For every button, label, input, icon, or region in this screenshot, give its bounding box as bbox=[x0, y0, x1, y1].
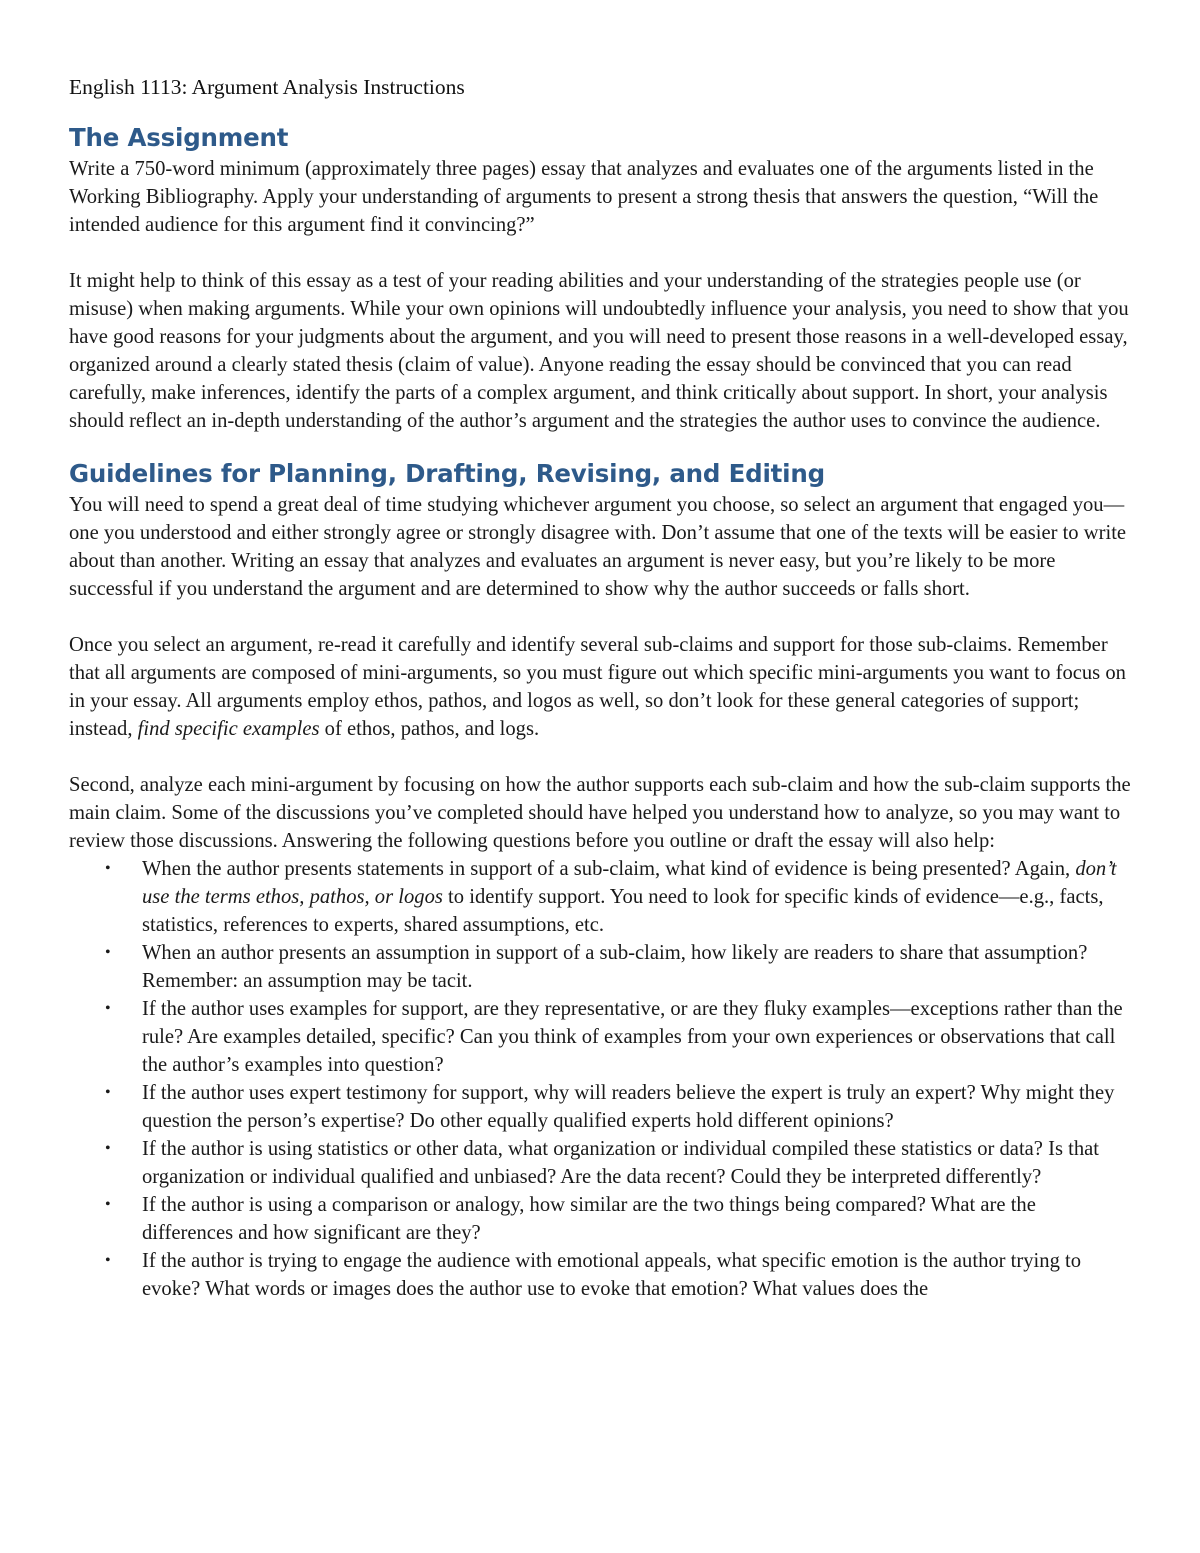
list-item bbox=[69, 855, 1132, 939]
list-item-emphasis: don’t use the terms ethos, pathos, or logos bbox=[142, 858, 1117, 908]
heading-guidelines: Guidelines for Planning, Drafting, Revising, and Editing bbox=[69, 459, 825, 488]
list-item bbox=[69, 1079, 1132, 1135]
guidelines-paragraph-2-text-end: of ethos, pathos, and logs. bbox=[319, 718, 540, 740]
bullet-icon: • bbox=[105, 1140, 111, 1157]
guidelines-paragraph-1: You will need to spend a great deal of time studying whichever argument you choose, so select an argument that engaged you—one you understood and either strongly agree or strongly disagree with. Don’t assume that one of the texts will be easier to write about than another. Writing an essay that analyzes and evaluates an argument is never easy, but you’re likely to be more successful if you understand the argument and are determined to show why the author succeeds or falls short. bbox=[69, 494, 1127, 600]
list-item-text: If the author uses expert testimony for support, why will readers believe the expert is truly an expert? Why might they question the person’s expertise? Do other equally qualified experts hold different opinions? bbox=[142, 1082, 1115, 1132]
bullet-icon: • bbox=[105, 860, 111, 877]
list-item bbox=[69, 995, 1132, 1079]
list-item-text: When the author presents statements in support of a sub-claim, what kind of evidence is being presented? Again, bbox=[142, 858, 1076, 880]
list-item-text: If the author is using statistics or other data, what organization or individual compiled these statistics or data? Is that organization or individual qualified and unbiased? Are the data recent? Could they be interpreted differently? bbox=[142, 1138, 1099, 1188]
heading-the-assignment: The Assignment bbox=[69, 123, 289, 152]
page-content bbox=[69, 73, 1132, 1303]
guidelines-paragraph-2 bbox=[69, 631, 1132, 743]
bullet-icon: • bbox=[105, 1000, 111, 1017]
list-item-text: If the author is using a comparison or analogy, how similar are the two things being compared? What are the differences and how significant are they? bbox=[142, 1194, 1036, 1244]
document-title: English 1113: Argument Analysis Instructions bbox=[69, 75, 465, 99]
list-item bbox=[69, 1247, 1132, 1303]
list-item-text-end: to identify support. You need to look for specific kinds of evidence—e.g., facts, statistics, references to experts, shared assumptions, etc. bbox=[142, 886, 1104, 936]
list-item-text: If the author is trying to engage the audience with emotional appeals, what specific emotion is the author trying to evoke? What words or images does the author use to evoke that emotion? What values does the bbox=[142, 1250, 1082, 1300]
guidelines-paragraph-3: Second, analyze each mini-argument by focusing on how the author supports each sub-claim and how the sub-claim supports the main claim. Some of the discussions you’ve completed should have helped you understand how to analyze, so you may want to review those discussions. Answering the following questions before you outline or draft the essay will also help: bbox=[69, 774, 1131, 852]
list-item bbox=[69, 1135, 1132, 1191]
assignment-paragraph-1: Write a 750-word minimum (approximately three pages) essay that analyzes and evaluates one of the arguments listed in the Working Bibliography. Apply your understanding of arguments to present a strong thesis that answers the question, “Will the intended audience for this argument find it convincing?” bbox=[69, 158, 1099, 236]
bullet-icon: • bbox=[105, 1252, 111, 1269]
bullet-icon: • bbox=[105, 944, 111, 961]
guidelines-paragraph-2-text: Once you select an argument, re-read it carefully and identify several sub-claims and support for those sub-claims. Remember that all arguments are composed of mini-arguments, so you must figure out which specific mini-arguments you want to focus on in your essay. All arguments employ ethos, pathos, and logos as well, so don’t look for these general categories of support; instead, bbox=[69, 634, 1126, 740]
list-item-text: If the author uses examples for support, are they representative, or are they fluky examples—exceptions rather than the rule? Are examples detailed, specific? Can you think of examples from your own experiences or observations that call the author’s examples into question? bbox=[142, 998, 1123, 1076]
list-item-text: When an author presents an assumption in support of a sub-claim, how likely are readers to share that assumption? Remember: an assumption may be tacit. bbox=[142, 942, 1088, 992]
guidelines-paragraph-2-emphasis: find specific examples bbox=[137, 718, 320, 740]
analysis-questions-list bbox=[69, 855, 1132, 1303]
assignment-paragraph-2: It might help to think of this essay as a test of your reading abilities and your understanding of the strategies people use (or misuse) when making arguments. While your own opinions will undoubtedly influence your analysis, you need to show that you have good reasons for your judgments about the argument, and you will need to present those reasons in a well-developed essay, organized around a clearly stated thesis (claim of value). Anyone reading the essay should be convinced that you can read carefully, make inferences, identify the parts of a complex argument, and think critically about support. In short, your analysis should reflect an in-depth understanding of the author’s argument and the strategies the author uses to convince the audience. bbox=[69, 270, 1129, 432]
list-item bbox=[69, 939, 1132, 995]
bullet-icon: • bbox=[105, 1084, 111, 1101]
list-item bbox=[69, 1191, 1132, 1247]
bullet-icon: • bbox=[105, 1196, 111, 1213]
